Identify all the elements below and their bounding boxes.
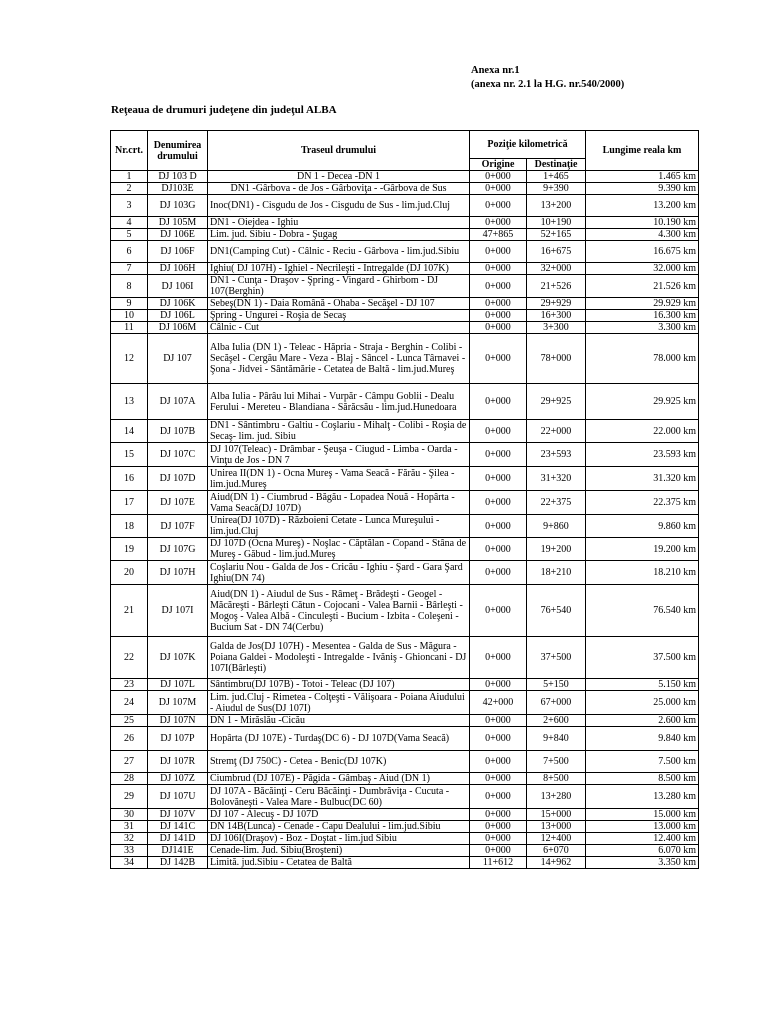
km-origin: 0+000 bbox=[470, 637, 527, 679]
table-row bbox=[111, 809, 699, 821]
km-origin: 0+000 bbox=[470, 467, 527, 491]
table-row bbox=[111, 322, 699, 334]
km-destination: 29+929 bbox=[527, 298, 586, 310]
road-length: 9.390 km bbox=[586, 183, 699, 195]
road-code: DJ 106F bbox=[148, 241, 208, 263]
road-length: 13.000 km bbox=[586, 821, 699, 833]
row-number: 3 bbox=[111, 195, 148, 217]
table-body bbox=[111, 171, 699, 869]
county-roads-table bbox=[110, 130, 699, 869]
road-length: 8.500 km bbox=[586, 773, 699, 785]
table-row bbox=[111, 183, 699, 195]
row-number: 26 bbox=[111, 727, 148, 751]
row-number: 29 bbox=[111, 785, 148, 809]
road-length: 22.000 km bbox=[586, 420, 699, 443]
km-destination: 12+400 bbox=[527, 833, 586, 845]
table-row bbox=[111, 275, 699, 298]
row-number: 10 bbox=[111, 310, 148, 322]
km-destination: 16+300 bbox=[527, 310, 586, 322]
row-number: 9 bbox=[111, 298, 148, 310]
row-number: 20 bbox=[111, 561, 148, 585]
row-number: 34 bbox=[111, 857, 148, 869]
annex-source: (anexa nr. 2.1 la H.G. nr.540/2000) bbox=[471, 79, 625, 90]
row-number: 30 bbox=[111, 809, 148, 821]
row-number: 23 bbox=[111, 679, 148, 691]
road-length: 31.320 km bbox=[586, 467, 699, 491]
road-code: DJ 107K bbox=[148, 637, 208, 679]
km-destination: 78+000 bbox=[527, 334, 586, 384]
row-number: 14 bbox=[111, 420, 148, 443]
road-route: Sebeş(DN 1) - Daia Română - Ohaba - Secăşel - DJ 107 bbox=[208, 298, 470, 310]
road-route: Ciumbrud (DJ 107E) - Păgida - Gâmbaş - Aiud (DN 1) bbox=[208, 773, 470, 785]
table-row bbox=[111, 467, 699, 491]
road-route: Galda de Jos(DJ 107H) - Mesentea - Galda de Sus - Măgura - Poiana Galdei - Modoleşti - Intregalde - Ivăniş - Ghioncani - DJ 107I(Bârleşti) bbox=[208, 637, 470, 679]
km-origin: 0+000 bbox=[470, 821, 527, 833]
header-route: Traseul drumului bbox=[208, 131, 470, 171]
table-row bbox=[111, 515, 699, 538]
km-destination: 31+320 bbox=[527, 467, 586, 491]
km-destination: 8+500 bbox=[527, 773, 586, 785]
km-destination: 13+000 bbox=[527, 821, 586, 833]
road-code: DJ 141C bbox=[148, 821, 208, 833]
row-number: 1 bbox=[111, 171, 148, 183]
road-code: DJ 107N bbox=[148, 715, 208, 727]
road-route: Şpring - Ungurei - Roşia de Secaş bbox=[208, 310, 470, 322]
row-number: 24 bbox=[111, 691, 148, 715]
road-length: 13.200 km bbox=[586, 195, 699, 217]
km-destination: 52+165 bbox=[527, 229, 586, 241]
km-origin: 0+000 bbox=[470, 809, 527, 821]
km-destination: 15+000 bbox=[527, 809, 586, 821]
road-code: DJ 103 D bbox=[148, 171, 208, 183]
km-origin: 0+000 bbox=[470, 275, 527, 298]
row-number: 5 bbox=[111, 229, 148, 241]
table-row bbox=[111, 691, 699, 715]
road-code: DJ 106K bbox=[148, 298, 208, 310]
table-row bbox=[111, 420, 699, 443]
row-number: 27 bbox=[111, 751, 148, 773]
table-row bbox=[111, 171, 699, 183]
table-row bbox=[111, 679, 699, 691]
road-code: DJ 107U bbox=[148, 785, 208, 809]
row-number: 32 bbox=[111, 833, 148, 845]
header-nr: Nr.crt. bbox=[111, 131, 148, 171]
km-origin: 0+000 bbox=[470, 491, 527, 515]
road-length: 29.929 km bbox=[586, 298, 699, 310]
table-row bbox=[111, 263, 699, 275]
km-destination: 21+526 bbox=[527, 275, 586, 298]
km-destination: 19+200 bbox=[527, 538, 586, 561]
road-code: DJ 142B bbox=[148, 857, 208, 869]
road-code: DJ 107V bbox=[148, 809, 208, 821]
table-row bbox=[111, 195, 699, 217]
road-code: DJ 106H bbox=[148, 263, 208, 275]
road-route: Lim. jud. Sibiu - Dobra - Şugag bbox=[208, 229, 470, 241]
km-origin: 0+000 bbox=[470, 751, 527, 773]
table-row bbox=[111, 845, 699, 857]
road-code: DJ 107F bbox=[148, 515, 208, 538]
road-code: DJ103E bbox=[148, 183, 208, 195]
road-route: Inoc(DN1) - Cisgudu de Jos - Cisgudu de Sus - lim.jud.Cluj bbox=[208, 195, 470, 217]
table-row bbox=[111, 334, 699, 384]
km-origin: 0+000 bbox=[470, 195, 527, 217]
road-length: 6.070 km bbox=[586, 845, 699, 857]
road-length: 2.600 km bbox=[586, 715, 699, 727]
table-row bbox=[111, 298, 699, 310]
table-row bbox=[111, 751, 699, 773]
km-origin: 0+000 bbox=[470, 515, 527, 538]
road-route: DJ 107D (Ocna Mureş) - Noşlac - Căptălan - Copand - Stâna de Mureş - Găbud - lim.jud.Mureş bbox=[208, 538, 470, 561]
km-destination: 5+150 bbox=[527, 679, 586, 691]
road-code: DJ 141D bbox=[148, 833, 208, 845]
table-row bbox=[111, 585, 699, 637]
km-origin: 0+000 bbox=[470, 443, 527, 467]
road-code: DJ 106I bbox=[148, 275, 208, 298]
road-code: DJ 107C bbox=[148, 443, 208, 467]
km-destination: 22+000 bbox=[527, 420, 586, 443]
km-origin: 0+000 bbox=[470, 679, 527, 691]
header-road-name: Denumirea drumului bbox=[148, 131, 208, 171]
km-destination: 23+593 bbox=[527, 443, 586, 467]
km-origin: 0+000 bbox=[470, 420, 527, 443]
road-length: 12.400 km bbox=[586, 833, 699, 845]
road-route: Alba Iulia (DN 1) - Teleac - Hăpria - Straja - Berghin - Colibi - Secăşel - Cergău Mare - Veza - Blaj - Sâncel - Lunca Târnavei - Şona - Jidvei - Sântămărie - Cetatea de Baltă - lim.jud.Mureş bbox=[208, 334, 470, 384]
annex-number: Anexa nr.1 bbox=[471, 65, 520, 76]
km-destination: 9+390 bbox=[527, 183, 586, 195]
km-destination: 2+600 bbox=[527, 715, 586, 727]
road-route: Unirea II(DN 1) - Ocna Mureş - Vama Seacă - Fărău - Şilea - lim.jud.Mureş bbox=[208, 467, 470, 491]
km-destination: 29+925 bbox=[527, 384, 586, 420]
road-route: Câlnic - Cut bbox=[208, 322, 470, 334]
road-code: DJ 107 bbox=[148, 334, 208, 384]
road-code: DJ 103G bbox=[148, 195, 208, 217]
km-origin: 0+000 bbox=[470, 715, 527, 727]
road-length: 3.300 km bbox=[586, 322, 699, 334]
road-length: 29.925 km bbox=[586, 384, 699, 420]
road-route: Lim. jud.Cluj - Rimetea - Colţeşti - Vălişoara - Poiana Aiudului - Aiudul de Sus(DJ 107I) bbox=[208, 691, 470, 715]
km-destination: 6+070 bbox=[527, 845, 586, 857]
road-code: DJ 107Z bbox=[148, 773, 208, 785]
road-code: DJ 107D bbox=[148, 467, 208, 491]
road-route: Unirea(DJ 107D) - Războieni Cetate - Lunca Mureşului - lim.jud.Cluj bbox=[208, 515, 470, 538]
road-route: DJ 106I(Draşov) - Boz - Doştat - lim.jud Sibiu bbox=[208, 833, 470, 845]
km-origin: 0+000 bbox=[470, 785, 527, 809]
row-number: 25 bbox=[111, 715, 148, 727]
km-origin: 0+000 bbox=[470, 561, 527, 585]
road-length: 37.500 km bbox=[586, 637, 699, 679]
km-destination: 3+300 bbox=[527, 322, 586, 334]
road-code: DJ 107E bbox=[148, 491, 208, 515]
row-number: 15 bbox=[111, 443, 148, 467]
road-length: 9.860 km bbox=[586, 515, 699, 538]
table-row bbox=[111, 310, 699, 322]
table-row bbox=[111, 785, 699, 809]
km-origin: 42+000 bbox=[470, 691, 527, 715]
header-destination: Destinaţie bbox=[527, 159, 586, 171]
road-code: DJ 107L bbox=[148, 679, 208, 691]
km-origin: 0+000 bbox=[470, 310, 527, 322]
road-length: 16.675 km bbox=[586, 241, 699, 263]
document-title: Reţeaua de drumuri judeţene din judeţul ALBA bbox=[111, 104, 337, 116]
table-row bbox=[111, 384, 699, 420]
km-destination: 37+500 bbox=[527, 637, 586, 679]
table-row bbox=[111, 715, 699, 727]
km-destination: 9+860 bbox=[527, 515, 586, 538]
km-destination: 32+000 bbox=[527, 263, 586, 275]
table-row bbox=[111, 727, 699, 751]
km-destination: 67+000 bbox=[527, 691, 586, 715]
road-code: DJ 107R bbox=[148, 751, 208, 773]
km-destination: 1+465 bbox=[527, 171, 586, 183]
table-row bbox=[111, 443, 699, 467]
row-number: 12 bbox=[111, 334, 148, 384]
km-origin: 0+000 bbox=[470, 263, 527, 275]
km-origin: 0+000 bbox=[470, 322, 527, 334]
road-length: 25.000 km bbox=[586, 691, 699, 715]
road-length: 76.540 km bbox=[586, 585, 699, 637]
road-route: Cenade-lim. Jud. Sibiu(Broşteni) bbox=[208, 845, 470, 857]
road-route: DN1 - Cunţa - Draşov - Şpring - Vingard - Ghirbom - DJ 107(Berghin) bbox=[208, 275, 470, 298]
road-length: 22.375 km bbox=[586, 491, 699, 515]
table-row bbox=[111, 241, 699, 263]
road-code: DJ 107B bbox=[148, 420, 208, 443]
road-route: DJ 107 - Alecuş - DJ 107D bbox=[208, 809, 470, 821]
table-row bbox=[111, 538, 699, 561]
row-number: 28 bbox=[111, 773, 148, 785]
road-code: DJ 106L bbox=[148, 310, 208, 322]
road-route: DN1 - Sântimbru - Galtiu - Coşlariu - Mihalţ - Colibi - Roşia de Secaş- lim. jud. Sibiu bbox=[208, 420, 470, 443]
table-row bbox=[111, 773, 699, 785]
road-route: DN1 -Gârbova - de Jos - Gârboviţa - -Gârbova de Sus bbox=[208, 183, 470, 195]
road-length: 1.465 km bbox=[586, 171, 699, 183]
row-number: 4 bbox=[111, 217, 148, 229]
road-length: 16.300 km bbox=[586, 310, 699, 322]
road-route: Sântimbru(DJ 107B) - Totoi - Teleac (DJ 107) bbox=[208, 679, 470, 691]
road-route: Ighiu( DJ 107H) - Ighiel - Necrileşti - Intregalde (DJ 107K) bbox=[208, 263, 470, 275]
road-route: DN 1 - Mirăslău -Cicău bbox=[208, 715, 470, 727]
km-destination: 9+840 bbox=[527, 727, 586, 751]
km-destination: 76+540 bbox=[527, 585, 586, 637]
row-number: 11 bbox=[111, 322, 148, 334]
row-number: 2 bbox=[111, 183, 148, 195]
road-route: Hopârta (DJ 107E) - Turdaş(DC 6) - DJ 107D(Vama Seacă) bbox=[208, 727, 470, 751]
table-row bbox=[111, 821, 699, 833]
row-number: 7 bbox=[111, 263, 148, 275]
road-code: DJ 107P bbox=[148, 727, 208, 751]
road-route: DN 14B(Lunca) - Cenade - Capu Dealului - lim.jud.Sibiu bbox=[208, 821, 470, 833]
km-destination: 18+210 bbox=[527, 561, 586, 585]
km-origin: 0+000 bbox=[470, 845, 527, 857]
row-number: 19 bbox=[111, 538, 148, 561]
row-number: 6 bbox=[111, 241, 148, 263]
road-route: DN1 - Oiejdea - Ighiu bbox=[208, 217, 470, 229]
km-destination: 22+375 bbox=[527, 491, 586, 515]
road-length: 19.200 km bbox=[586, 538, 699, 561]
road-code: DJ 107G bbox=[148, 538, 208, 561]
km-origin: 0+000 bbox=[470, 298, 527, 310]
row-number: 8 bbox=[111, 275, 148, 298]
km-origin: 0+000 bbox=[470, 585, 527, 637]
road-code: DJ 107H bbox=[148, 561, 208, 585]
road-length: 9.840 km bbox=[586, 727, 699, 751]
row-number: 22 bbox=[111, 637, 148, 679]
table-row bbox=[111, 857, 699, 869]
row-number: 33 bbox=[111, 845, 148, 857]
km-destination: 10+190 bbox=[527, 217, 586, 229]
row-number: 16 bbox=[111, 467, 148, 491]
km-origin: 0+000 bbox=[470, 727, 527, 751]
row-number: 13 bbox=[111, 384, 148, 420]
road-route: Coşlariu Nou - Galda de Jos - Cricău - Ighiu - Şard - Gara Şard Ighiu(DN 74) bbox=[208, 561, 470, 585]
km-origin: 0+000 bbox=[470, 773, 527, 785]
road-route: Aiud(DN 1) - Ciumbrud - Băgău - Lopadea Nouă - Hopârta - Vama Seacă(DJ 107D) bbox=[208, 491, 470, 515]
km-destination: 16+675 bbox=[527, 241, 586, 263]
road-code: DJ 106E bbox=[148, 229, 208, 241]
road-code: DJ 105M bbox=[148, 217, 208, 229]
header-origin: Origine bbox=[470, 159, 527, 171]
annex-reference bbox=[471, 64, 624, 92]
km-origin: 0+000 bbox=[470, 241, 527, 263]
road-code: DJ141E bbox=[148, 845, 208, 857]
header-km-position: Poziţie kilometrică bbox=[470, 131, 586, 159]
road-code: DJ 106M bbox=[148, 322, 208, 334]
road-length: 21.526 km bbox=[586, 275, 699, 298]
road-length: 78.000 km bbox=[586, 334, 699, 384]
km-destination: 13+200 bbox=[527, 195, 586, 217]
road-length: 3.350 km bbox=[586, 857, 699, 869]
road-route: Limită. jud.Sibiu - Cetatea de Baltă bbox=[208, 857, 470, 869]
km-origin: 0+000 bbox=[470, 384, 527, 420]
road-length: 15.000 km bbox=[586, 809, 699, 821]
km-destination: 7+500 bbox=[527, 751, 586, 773]
road-length: 10.190 km bbox=[586, 217, 699, 229]
km-origin: 0+000 bbox=[470, 833, 527, 845]
km-origin: 47+865 bbox=[470, 229, 527, 241]
road-route: DJ 107(Teleac) - Drâmbar - Şeuşa - Ciugud - Limba - Oarda - Vinţu de Jos - DN 7 bbox=[208, 443, 470, 467]
road-route: Stremţ (DJ 750C) - Cetea - Benic(DJ 107K) bbox=[208, 751, 470, 773]
road-length: 32.000 km bbox=[586, 263, 699, 275]
km-origin: 0+000 bbox=[470, 217, 527, 229]
row-number: 17 bbox=[111, 491, 148, 515]
km-origin: 0+000 bbox=[470, 538, 527, 561]
table-row bbox=[111, 637, 699, 679]
road-code: DJ 107I bbox=[148, 585, 208, 637]
row-number: 21 bbox=[111, 585, 148, 637]
table-row bbox=[111, 217, 699, 229]
road-length: 13.280 km bbox=[586, 785, 699, 809]
road-length: 7.500 km bbox=[586, 751, 699, 773]
road-code: DJ 107M bbox=[148, 691, 208, 715]
table-row bbox=[111, 561, 699, 585]
row-number: 18 bbox=[111, 515, 148, 538]
road-route: Aiud(DN 1) - Aiudul de Sus - Râmeţ - Brădeşti - Geogel - Măcăreşti - Bârleşti Cătun - Cojocani - Valea Barnii - Bârleşti - Mogoş - Valea Albă - Cinculeşti - Bucium - Izbita - Coleşeni - Bucium Sat - DN 74(Cerbu) bbox=[208, 585, 470, 637]
road-length: 4.300 km bbox=[586, 229, 699, 241]
table-row bbox=[111, 229, 699, 241]
table-row bbox=[111, 491, 699, 515]
road-route: DN 1 - Decea -DN 1 bbox=[208, 171, 470, 183]
km-origin: 11+612 bbox=[470, 857, 527, 869]
road-route: DN1(Camping Cut) - Câlnic - Reciu - Gârbova - lim.jud.Sibiu bbox=[208, 241, 470, 263]
km-destination: 14+962 bbox=[527, 857, 586, 869]
road-code: DJ 107A bbox=[148, 384, 208, 420]
km-destination: 13+280 bbox=[527, 785, 586, 809]
road-length: 23.593 km bbox=[586, 443, 699, 467]
road-route: Alba Iulia - Pârâu lui Mihai - Vurpăr - Câmpu Goblii - Dealu Ferului - Mereteu - Blandiana - Sărăcsău - lim.jud.Hunedoara bbox=[208, 384, 470, 420]
road-length: 18.210 km bbox=[586, 561, 699, 585]
km-origin: 0+000 bbox=[470, 183, 527, 195]
km-origin: 0+000 bbox=[470, 334, 527, 384]
table-row bbox=[111, 833, 699, 845]
row-number: 31 bbox=[111, 821, 148, 833]
km-origin: 0+000 bbox=[470, 171, 527, 183]
road-route: DJ 107A - Băcăinţi - Ceru Băcăinţi - Dumbrăviţa - Cucuta - Bolovăneşti - Valea Mare - Bulbuc(DC 60) bbox=[208, 785, 470, 809]
header-length: Lungime reala km bbox=[586, 131, 699, 171]
road-length: 5.150 km bbox=[586, 679, 699, 691]
